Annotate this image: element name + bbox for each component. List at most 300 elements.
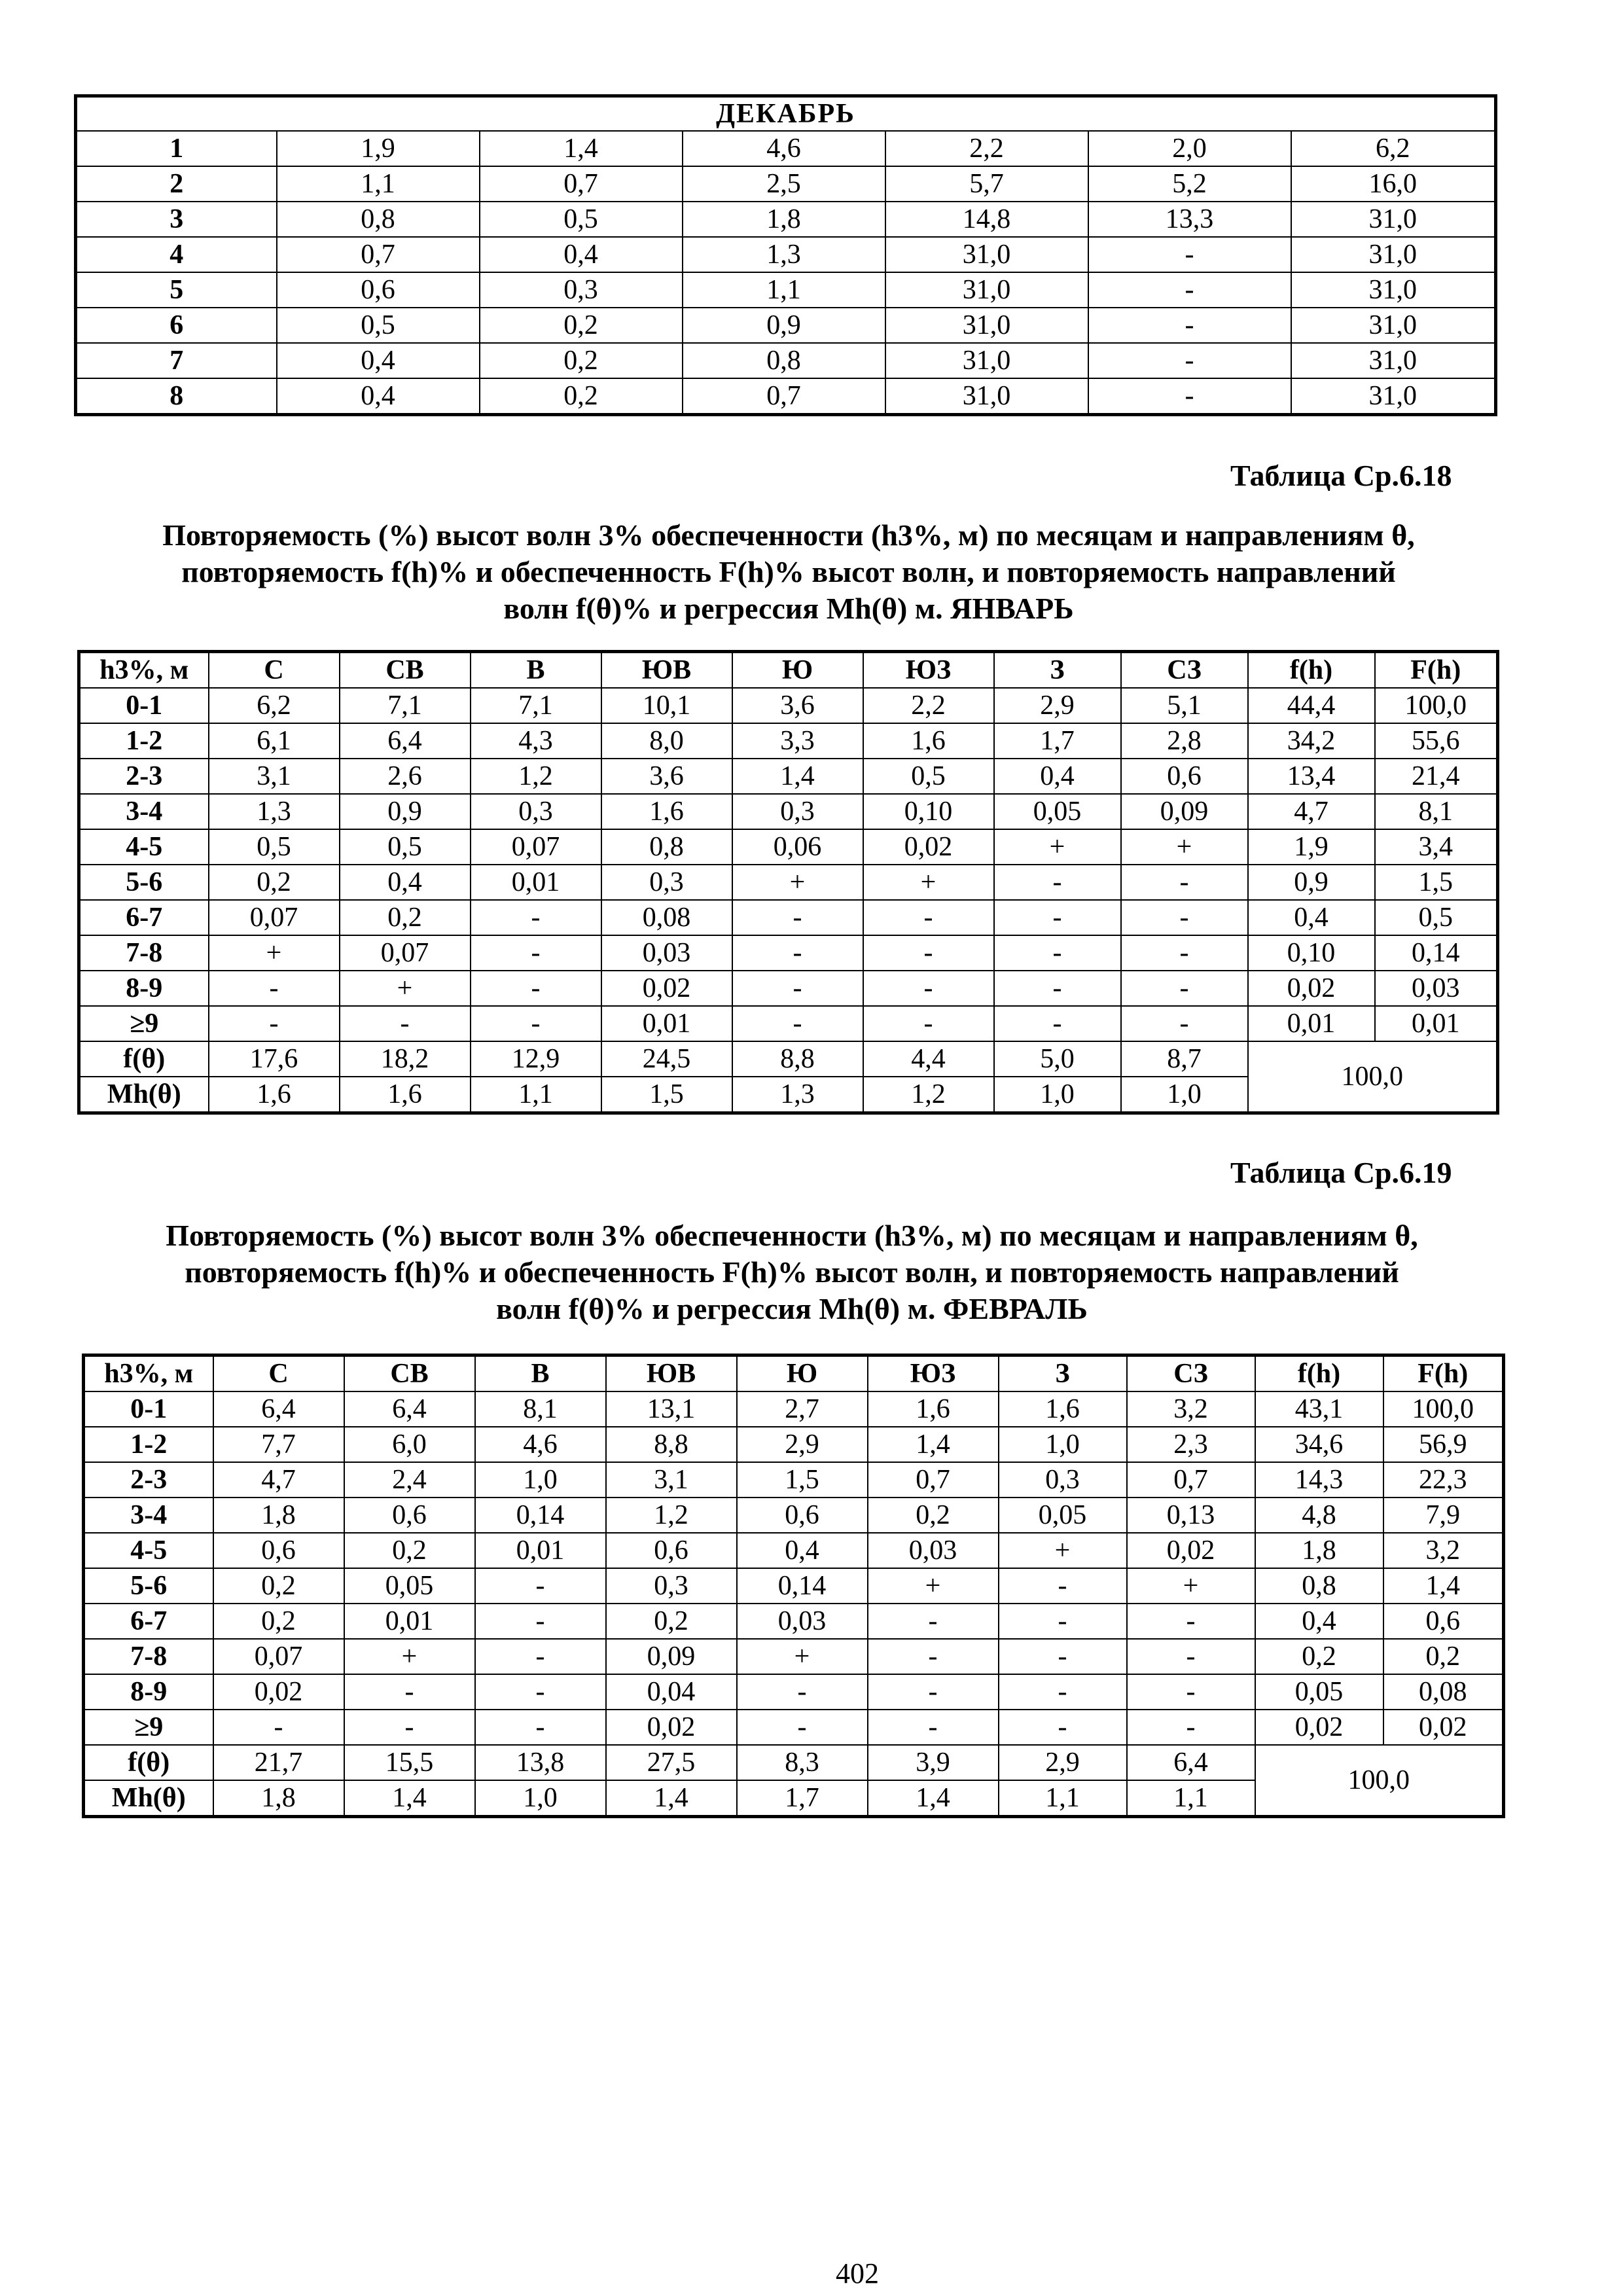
table-cell: 1,4 (344, 1780, 475, 1817)
table-cell: - (868, 1639, 999, 1674)
row-label: 6-7 (84, 1604, 213, 1639)
table-cell: 27,5 (606, 1745, 737, 1780)
table-cell: 6,2 (209, 688, 340, 723)
table-cell: 7,1 (471, 688, 601, 723)
table-cell: 0,14 (737, 1568, 868, 1604)
table-cell: 0,4 (340, 865, 471, 900)
row-label: 5-6 (84, 1568, 213, 1604)
table-cell: 2,2 (863, 688, 994, 723)
table-cell: 1,7 (737, 1780, 868, 1817)
total-cell: 100,0 (1255, 1745, 1504, 1817)
title-line-3: волн f(θ)% и регрессия Mh(θ) м. ЯНВАРЬ (503, 592, 1074, 625)
row-label: 7-8 (84, 1639, 213, 1674)
table-cell: 1,4 (606, 1780, 737, 1817)
table-cell: 0,02 (601, 971, 732, 1006)
table-cell: 0,7 (1127, 1462, 1255, 1498)
table-cell: 1,3 (209, 794, 340, 829)
table-cell: 5,0 (994, 1041, 1121, 1077)
table-cell: 5,1 (1121, 688, 1248, 723)
table-cell: - (999, 1639, 1127, 1674)
table-cell: 4,3 (471, 723, 601, 759)
row-label: Mh(θ) (84, 1780, 213, 1817)
table-cell: 0,5 (340, 829, 471, 865)
table-cell: 0,06 (732, 829, 863, 865)
table-row (79, 1006, 1498, 1041)
table-cell: 1,6 (863, 723, 994, 759)
table-cell: 6,4 (344, 1391, 475, 1427)
table-cell: - (868, 1604, 999, 1639)
table-cell: - (1088, 378, 1291, 415)
table-cell: + (994, 829, 1121, 865)
row-label: f(θ) (84, 1745, 213, 1780)
table-cell: 0,02 (1248, 971, 1375, 1006)
table-cell: - (475, 1674, 606, 1710)
table-cell: 1,0 (994, 1077, 1121, 1113)
table-row (79, 759, 1498, 794)
table-cell: 0,4 (1255, 1604, 1383, 1639)
table-cell: 1,1 (683, 272, 885, 308)
table-cell: 0,2 (213, 1604, 344, 1639)
table-cell: 0,2 (480, 378, 683, 415)
table-cell: 14,8 (885, 202, 1088, 237)
table-cell: 0,2 (1383, 1639, 1504, 1674)
table-cell: 56,9 (1383, 1427, 1504, 1462)
table-cell: 13,3 (1088, 202, 1291, 237)
table-cell: 2,4 (344, 1462, 475, 1498)
row-label: 1 (76, 131, 277, 166)
table-cell: 0,5 (480, 202, 683, 237)
table-cell: 5,7 (885, 166, 1088, 202)
title-line-2: повторяемость f(h)% и обеспеченность F(h)% высот волн, и повторяемость направлений (185, 1255, 1399, 1289)
table-cell: - (209, 1006, 340, 1041)
table-cell: 1,9 (277, 131, 480, 166)
table-cell: + (863, 865, 994, 900)
table-cell: - (340, 1006, 471, 1041)
table-cell: 1,6 (868, 1391, 999, 1427)
table-cell: 0,3 (606, 1568, 737, 1604)
table-cell: 7,9 (1383, 1498, 1504, 1533)
row-label: 3-4 (84, 1498, 213, 1533)
table-cell: 2,9 (994, 688, 1121, 723)
table-row (76, 202, 1496, 237)
row-label: ≥9 (79, 1006, 209, 1041)
table-cell: 31,0 (1291, 343, 1496, 378)
table-cell: 0,07 (471, 829, 601, 865)
table-cell: 3,6 (601, 759, 732, 794)
f-theta-row (79, 1041, 1498, 1077)
table-cell: 0,14 (1375, 935, 1498, 971)
table-cell: 100,0 (1383, 1391, 1504, 1427)
table-cell: 0,3 (999, 1462, 1127, 1498)
column-header: F(h) (1383, 1355, 1504, 1392)
table-cell: 0,01 (475, 1533, 606, 1568)
table-cell: 0,9 (1248, 865, 1375, 900)
column-header: СЗ (1121, 652, 1248, 689)
table-cell: - (994, 935, 1121, 971)
table-cell: 0,6 (277, 272, 480, 308)
table-cell: 1,1 (999, 1780, 1127, 1817)
table-cell: 1,0 (1121, 1077, 1248, 1113)
row-label: 8 (76, 378, 277, 415)
table-cell: 4,8 (1255, 1498, 1383, 1533)
table-cell: 0,07 (340, 935, 471, 971)
column-header: Ю (732, 652, 863, 689)
column-header: СВ (344, 1355, 475, 1392)
table-cell: - (868, 1710, 999, 1745)
table-cell: - (475, 1604, 606, 1639)
table-cell: 31,0 (1291, 272, 1496, 308)
table-cell: 0,02 (606, 1710, 737, 1745)
table-cell: 0,01 (471, 865, 601, 900)
table-cell: 31,0 (885, 343, 1088, 378)
table-cell: 0,03 (868, 1533, 999, 1568)
table-cell: 0,8 (1255, 1568, 1383, 1604)
table-cell: 0,3 (471, 794, 601, 829)
table-cell: - (1121, 865, 1248, 900)
table-cell: 4,6 (683, 131, 885, 166)
table-cell: 2,7 (737, 1391, 868, 1427)
table-row (84, 1604, 1504, 1639)
table-cell: - (994, 865, 1121, 900)
table-cell: 1,3 (683, 237, 885, 272)
table-cell: 15,5 (344, 1745, 475, 1780)
table-cell: 1,6 (340, 1077, 471, 1113)
table-cell: 0,7 (868, 1462, 999, 1498)
table-cell: 0,01 (1375, 1006, 1498, 1041)
table-cell: 55,6 (1375, 723, 1498, 759)
table-cell: - (1121, 900, 1248, 935)
table-cell: 1,8 (683, 202, 885, 237)
table-cell: - (1088, 237, 1291, 272)
table-cell: 3,1 (606, 1462, 737, 1498)
table-cell: - (732, 900, 863, 935)
title-line-2: повторяемость f(h)% и обеспеченность F(h)% высот волн, и повторяемость направлений (181, 555, 1396, 588)
row-label: 2 (76, 166, 277, 202)
table-cell: 0,7 (683, 378, 885, 415)
table-cell: 0,2 (209, 865, 340, 900)
table-cell: 1,5 (601, 1077, 732, 1113)
table-cell: - (475, 1568, 606, 1604)
table-cell: 0,9 (340, 794, 471, 829)
table-cell: - (1121, 935, 1248, 971)
table-cell: 17,6 (209, 1041, 340, 1077)
row-label: 6 (76, 308, 277, 343)
table-cell: 1,1 (471, 1077, 601, 1113)
header-row (79, 652, 1498, 689)
table-cell: 0,4 (480, 237, 683, 272)
table-cell: - (471, 971, 601, 1006)
table-cell: 2,5 (683, 166, 885, 202)
table-cell: 8,8 (606, 1427, 737, 1462)
table-cell: 13,1 (606, 1391, 737, 1427)
row-label: 7-8 (79, 935, 209, 971)
table-row (84, 1462, 1504, 1498)
table-cell: 0,5 (277, 308, 480, 343)
table-cell: 2,6 (340, 759, 471, 794)
table-cell: 43,1 (1255, 1391, 1383, 1427)
table-cell: 0,03 (737, 1604, 868, 1639)
table-cell: 0,03 (1375, 971, 1498, 1006)
table-cell: 0,3 (480, 272, 683, 308)
table-cell: - (1121, 1006, 1248, 1041)
table-cell: - (1088, 272, 1291, 308)
table-cell: - (863, 935, 994, 971)
row-label: 0-1 (79, 688, 209, 723)
row-label: 2-3 (84, 1462, 213, 1498)
column-header: h3%, м (84, 1355, 213, 1392)
table-cell: 3,9 (868, 1745, 999, 1780)
table-cell: 0,13 (1127, 1498, 1255, 1533)
table-cell: - (737, 1674, 868, 1710)
table-cell: 2,3 (1127, 1427, 1255, 1462)
row-label: 1-2 (79, 723, 209, 759)
table-cell: - (475, 1639, 606, 1674)
table-cell: - (737, 1710, 868, 1745)
table-cell: 6,1 (209, 723, 340, 759)
table-cell: 31,0 (1291, 237, 1496, 272)
table-cell: 6,2 (1291, 131, 1496, 166)
table-cell: 6,0 (344, 1427, 475, 1462)
table-cell: 8,1 (1375, 794, 1498, 829)
table-cell: 0,3 (732, 794, 863, 829)
table-cell: 8,3 (737, 1745, 868, 1780)
february-table (82, 1354, 1505, 1818)
table-cell: 0,2 (480, 343, 683, 378)
table-cell: 1,4 (732, 759, 863, 794)
table-cell: 0,2 (213, 1568, 344, 1604)
table-cell: 0,6 (1121, 759, 1248, 794)
table-cell: + (344, 1639, 475, 1674)
table-cell: 22,3 (1383, 1462, 1504, 1498)
table-cell: 1,4 (480, 131, 683, 166)
table-cell: 31,0 (1291, 202, 1496, 237)
table-cell: 0,08 (601, 900, 732, 935)
table-cell: - (344, 1710, 475, 1745)
table-cell: - (1121, 971, 1248, 1006)
table-cell: + (340, 971, 471, 1006)
table-cell: 1,4 (868, 1780, 999, 1817)
table-cell: - (999, 1604, 1127, 1639)
table-cell: 0,14 (475, 1498, 606, 1533)
title-line-1: Повторяемость (%) высот волн 3% обеспеченности (h3%, м) по месяцам и направлениям θ, (166, 1219, 1418, 1252)
table-cell: - (863, 1006, 994, 1041)
table-cell: 0,05 (344, 1568, 475, 1604)
table-cell: 2,9 (999, 1745, 1127, 1780)
table-cell: 1,0 (475, 1462, 606, 1498)
table-cell: 21,7 (213, 1745, 344, 1780)
table-19-label: Таблица Ср.6.19 (1230, 1156, 1452, 1189)
table-cell: 1,6 (999, 1391, 1127, 1427)
column-header: С (213, 1355, 344, 1392)
table-cell: 4,7 (213, 1462, 344, 1498)
table-cell: 2,0 (1088, 131, 1291, 166)
column-header: Ю (737, 1355, 868, 1392)
table-row (76, 378, 1496, 415)
table-cell: - (1127, 1604, 1255, 1639)
table-cell: 1,5 (737, 1462, 868, 1498)
table-cell: 0,4 (994, 759, 1121, 794)
december-table (74, 94, 1497, 416)
column-header: З (994, 652, 1121, 689)
table-cell: 0,8 (277, 202, 480, 237)
table-cell: 4,4 (863, 1041, 994, 1077)
row-label: 8-9 (79, 971, 209, 1006)
table-cell: 0,2 (1255, 1639, 1383, 1674)
table-cell: 0,6 (1383, 1604, 1504, 1639)
row-label: 0-1 (84, 1391, 213, 1427)
row-label: 5-6 (79, 865, 209, 900)
table-cell: 7,7 (213, 1427, 344, 1462)
table-cell: 0,7 (480, 166, 683, 202)
table-cell: 0,01 (1248, 1006, 1375, 1041)
table-cell: 0,6 (213, 1533, 344, 1568)
table-cell: 3,2 (1383, 1533, 1504, 1568)
table-cell: 13,4 (1248, 759, 1375, 794)
table-cell: 21,4 (1375, 759, 1498, 794)
table-cell: - (999, 1568, 1127, 1604)
table-cell: 1,8 (213, 1780, 344, 1817)
row-label: 4 (76, 237, 277, 272)
table-cell: 31,0 (885, 308, 1088, 343)
table-cell: 1,0 (999, 1427, 1127, 1462)
column-header: ЮЗ (868, 1355, 999, 1392)
table-cell: 1,0 (475, 1780, 606, 1817)
table-cell: - (994, 900, 1121, 935)
table-cell: 0,10 (863, 794, 994, 829)
table-cell: - (1127, 1674, 1255, 1710)
january-table (77, 650, 1499, 1115)
column-header: В (471, 652, 601, 689)
table-cell: 0,05 (994, 794, 1121, 829)
column-header: h3%, м (79, 652, 209, 689)
table-cell: 0,4 (1248, 900, 1375, 935)
table-cell: 0,9 (683, 308, 885, 343)
table-cell: 4,7 (1248, 794, 1375, 829)
table-cell: + (209, 935, 340, 971)
table-cell: 0,2 (480, 308, 683, 343)
column-header: F(h) (1375, 652, 1498, 689)
table-cell: 44,4 (1248, 688, 1375, 723)
table-cell: 0,6 (344, 1498, 475, 1533)
total-cell: 100,0 (1248, 1041, 1498, 1113)
table-cell: 6,4 (1127, 1745, 1255, 1780)
title-line-3: волн f(θ)% и регрессия Mh(θ) м. ФЕВРАЛЬ (496, 1292, 1088, 1325)
table-cell: 0,08 (1383, 1674, 1504, 1710)
table-cell: + (732, 865, 863, 900)
header-row (84, 1355, 1504, 1392)
row-label: f(θ) (79, 1041, 209, 1077)
table-cell: 1,8 (1255, 1533, 1383, 1568)
table-cell: 0,09 (606, 1639, 737, 1674)
table-cell: 0,8 (683, 343, 885, 378)
table-row (76, 166, 1496, 202)
row-label: 4-5 (84, 1533, 213, 1568)
row-label: ≥9 (84, 1710, 213, 1745)
table-cell: + (1121, 829, 1248, 865)
table-cell: 0,7 (277, 237, 480, 272)
table-cell: 0,07 (209, 900, 340, 935)
table-row (84, 1674, 1504, 1710)
table-cell: 0,09 (1121, 794, 1248, 829)
table-row (76, 308, 1496, 343)
table-cell: 31,0 (885, 378, 1088, 415)
table-cell: + (737, 1639, 868, 1674)
table-cell: 0,05 (1255, 1674, 1383, 1710)
table-cell: 1,5 (1375, 865, 1498, 900)
table-cell: 1,8 (213, 1498, 344, 1533)
table-cell: 34,2 (1248, 723, 1375, 759)
table-cell: - (868, 1674, 999, 1710)
table-cell: 0,3 (601, 865, 732, 900)
row-label: 7 (76, 343, 277, 378)
month-header-row (76, 96, 1496, 132)
table-cell: 0,2 (868, 1498, 999, 1533)
table-cell: 0,4 (737, 1533, 868, 1568)
table-cell: 8,8 (732, 1041, 863, 1077)
table-row (76, 272, 1496, 308)
row-label: 6-7 (79, 900, 209, 935)
table-cell: + (999, 1533, 1127, 1568)
table-cell: 0,2 (340, 900, 471, 935)
column-header: ЮВ (601, 652, 732, 689)
table-cell: 4,6 (475, 1427, 606, 1462)
table-cell: 1,2 (863, 1077, 994, 1113)
table-cell: 24,5 (601, 1041, 732, 1077)
table-row (84, 1498, 1504, 1533)
month-title: ДЕКАБРЬ (76, 96, 1496, 132)
table-cell: 0,02 (213, 1674, 344, 1710)
table-cell: 31,0 (1291, 308, 1496, 343)
column-header: f(h) (1248, 652, 1375, 689)
table-19-title (82, 1217, 1502, 1327)
table-cell: 31,0 (885, 272, 1088, 308)
table-cell: - (732, 935, 863, 971)
table-cell: 0,02 (1383, 1710, 1504, 1745)
table-cell: 0,02 (1127, 1533, 1255, 1568)
table-cell: 8,0 (601, 723, 732, 759)
table-cell: 14,3 (1255, 1462, 1383, 1498)
table-cell: 3,1 (209, 759, 340, 794)
table-cell: 1,2 (606, 1498, 737, 1533)
table-cell: 0,02 (863, 829, 994, 865)
table-cell: 0,02 (1255, 1710, 1383, 1745)
column-header: З (999, 1355, 1127, 1392)
table-cell: 0,5 (863, 759, 994, 794)
table-row (84, 1710, 1504, 1745)
table-cell: - (994, 1006, 1121, 1041)
table-cell: 0,4 (277, 378, 480, 415)
row-label: 3 (76, 202, 277, 237)
table-cell: 0,04 (606, 1674, 737, 1710)
table-cell: 1,7 (994, 723, 1121, 759)
table-cell: - (863, 900, 994, 935)
table-cell: - (1127, 1710, 1255, 1745)
table-cell: - (999, 1710, 1127, 1745)
table-cell: 16,0 (1291, 166, 1496, 202)
table-cell: 3,6 (732, 688, 863, 723)
table-18-label: Таблица Ср.6.18 (1230, 459, 1452, 492)
table-row (84, 1639, 1504, 1674)
table-cell: 10,1 (601, 688, 732, 723)
table-cell: 0,6 (606, 1533, 737, 1568)
title-line-1: Повторяемость (%) высот волн 3% обеспеченности (h3%, м) по месяцам и направлениям θ, (162, 518, 1415, 552)
table-row (84, 1427, 1504, 1462)
table-cell: - (1088, 343, 1291, 378)
column-header: В (475, 1355, 606, 1392)
table-row (79, 935, 1498, 971)
table-cell: - (863, 971, 994, 1006)
page-number: 402 (836, 2257, 879, 2289)
